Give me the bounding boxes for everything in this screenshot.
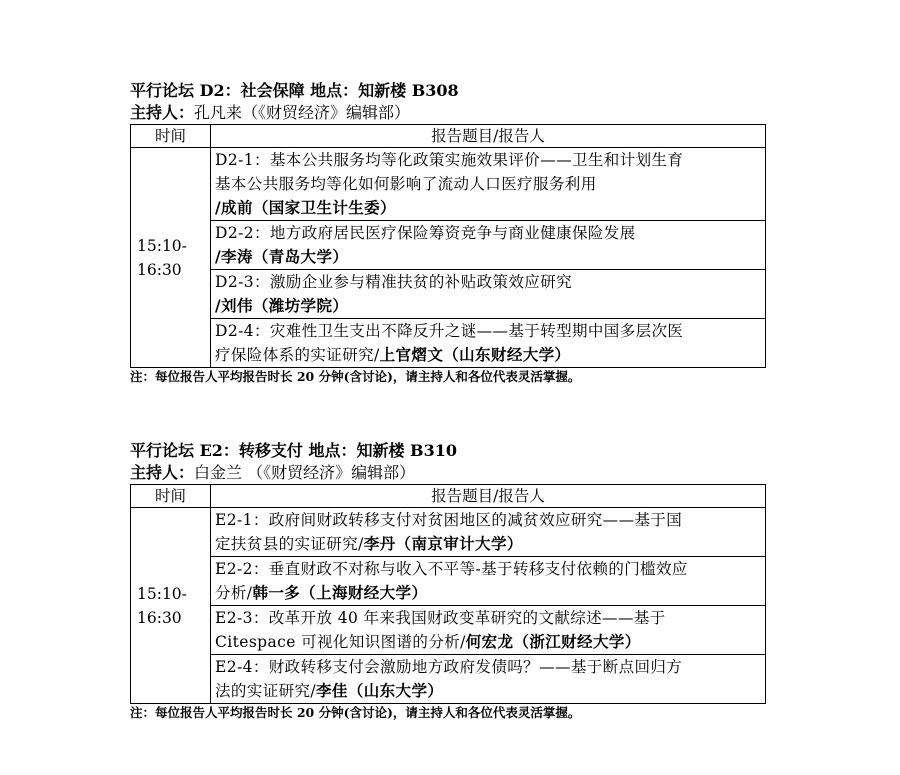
time-start: 15:10- xyxy=(137,584,187,603)
col-header-time: 时间 xyxy=(131,485,211,508)
talk-affiliation: （山东大学） xyxy=(347,681,444,700)
time-cell xyxy=(131,508,211,704)
host-line xyxy=(130,462,766,484)
talk-line-text: 定扶贫县的实证研究/ xyxy=(215,535,364,553)
talk-line: E2-4：财政转移支付会激励地方政府发债吗？——基于断点回归方 xyxy=(215,658,683,676)
talk-line xyxy=(215,532,761,556)
footnote: 注：每位报告人平均报告时长 20 分钟(含讨论)，请主持人和各位代表灵活掌握。 xyxy=(130,705,581,720)
talk-line: E2-2：垂直财政不对称与收入不平等-基于转移支付依赖的门槛效应 xyxy=(215,560,688,578)
talk-affiliation: （上海财经大学） xyxy=(300,583,428,602)
time-cell xyxy=(131,148,211,368)
footnote: 注：每位报告人平均报告时长 20 分钟(含讨论)，请主持人和各位代表灵活掌握。 xyxy=(130,369,581,384)
talk-line: D2-3：激励企业参与精准扶贫的补贴政策效应研究 xyxy=(215,273,572,291)
talk-cell xyxy=(211,148,766,221)
talk-line: D2-2：地方政府居民医疗保险筹资竞争与商业健康保险发展 xyxy=(215,224,636,242)
col-header-talk: 报告题目/报告人 xyxy=(211,485,766,508)
time-end: 16:30 xyxy=(137,260,182,279)
host-line xyxy=(130,102,766,124)
talk-line: E2-3：改革开放 40 年来我国财政变革研究的文献综述——基于 xyxy=(215,609,666,627)
talk-author: 李佳 xyxy=(316,681,348,700)
talk-cell xyxy=(211,508,766,557)
talk-line xyxy=(215,343,761,367)
talk-author: 韩一多 xyxy=(252,583,301,602)
talk-affiliation: （南京审计大学） xyxy=(395,534,523,553)
talk-affiliation: （山东财经大学） xyxy=(443,345,571,364)
talk-line: D2-1：基本公共服务均等化政策实施效果评价——卫生和计划生育 xyxy=(215,151,684,169)
talk-line: E2-1：政府间财政转移支付对贫困地区的减贫效应研究——基于国 xyxy=(215,511,683,529)
schedule-table xyxy=(130,124,766,368)
forum-section-e2 xyxy=(130,440,766,722)
host-name: 孔凡来（《财贸经济》编辑部） xyxy=(194,103,411,122)
talk-line xyxy=(215,581,761,605)
talk-cell xyxy=(211,270,766,319)
talk-cell xyxy=(211,606,766,655)
talk-affiliation: （浙江财经大学） xyxy=(513,632,641,651)
talk-line-text: 疗保险体系的实证研究/ xyxy=(215,346,380,364)
talk-line: 基本公共服务均等化如何影响了流动人口医疗服务利用 xyxy=(215,175,597,193)
talk-cell xyxy=(211,221,766,270)
col-header-talk: 报告题目/报告人 xyxy=(211,125,766,148)
talk-cell xyxy=(211,319,766,368)
col-header-time: 时间 xyxy=(131,125,211,148)
talk-line xyxy=(215,630,761,654)
host-name: 白金兰 （《财贸经济》编辑部） xyxy=(194,463,416,482)
talk-line-text: 分析/ xyxy=(215,584,253,602)
talk-line: D2-4：灾难性卫生支出不降反升之谜——基于转型期中国多层次医 xyxy=(215,322,684,340)
talk-line-text: 法的实证研究/ xyxy=(215,682,317,700)
talk-author: 何宏龙 xyxy=(465,632,514,651)
talk-author: 上官熠文 xyxy=(379,345,444,364)
time-end: 16:30 xyxy=(137,608,182,627)
talk-author: /李涛（青岛大学） xyxy=(215,247,349,266)
talk-author: /刘伟（潍坊学院） xyxy=(215,296,349,315)
forum-section-d2 xyxy=(130,80,766,386)
section-title: 平行论坛 E2：转移支付 地点：知新楼 B310 xyxy=(130,441,457,460)
talk-cell xyxy=(211,557,766,606)
talk-line-text: Citespace 可视化知识图谱的分析/ xyxy=(215,633,466,651)
schedule-table xyxy=(130,484,766,704)
talk-author: /成前（国家卫生计生委） xyxy=(215,198,396,217)
section-title: 平行论坛 D2：社会保障 地点：知新楼 B308 xyxy=(130,81,459,100)
host-label: 主持人： xyxy=(130,103,195,122)
talk-author: 李丹 xyxy=(363,534,396,553)
time-start: 15:10- xyxy=(137,236,187,255)
talk-cell xyxy=(211,655,766,704)
host-label: 主持人： xyxy=(130,463,195,482)
talk-line xyxy=(215,679,761,703)
